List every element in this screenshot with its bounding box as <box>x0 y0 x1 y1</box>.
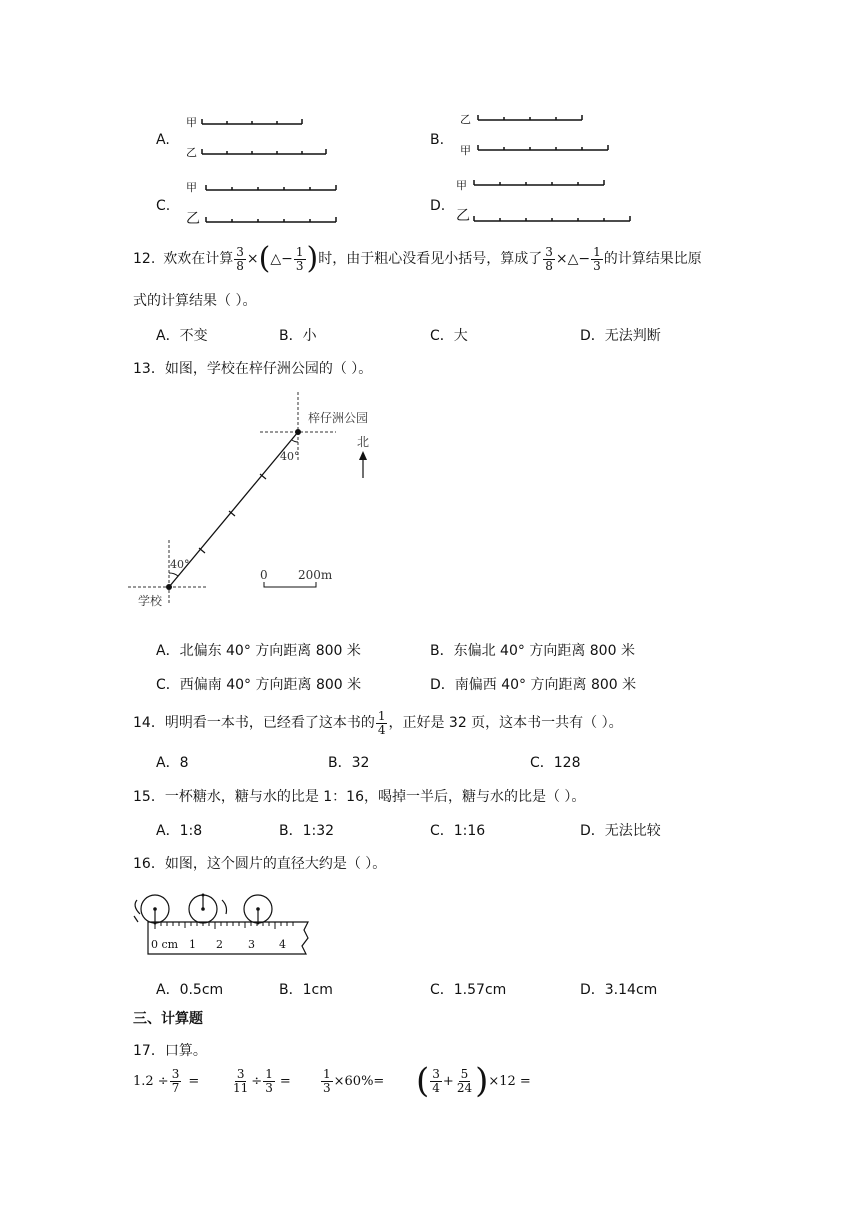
option[interactable]: D．南偏西 40° 方向距离 800 米 <box>430 677 637 693</box>
option[interactable]: C．128 <box>530 755 581 771</box>
ruler-label: 2 <box>216 938 223 951</box>
option[interactable]: A．不变 <box>156 328 208 344</box>
option[interactable]: A．1:8 <box>156 823 203 839</box>
option-letter: A. <box>156 132 170 148</box>
fraction: $\frac{3}{8}$ <box>236 244 244 273</box>
divide-sign: ÷ <box>251 1073 263 1089</box>
q12-stem-line1 <box>133 241 702 276</box>
option-letter: C. <box>156 198 171 214</box>
q14-text: ，正好是 32 页，这本书一共有（ ）。 <box>388 715 623 732</box>
option[interactable]: A．0.5cm <box>156 982 224 998</box>
fraction: $\frac{5}{24}$ <box>456 1066 473 1095</box>
ruler-label: 甲 <box>456 179 467 192</box>
q12-text: 的计算结果比原 <box>603 251 702 267</box>
calc-expression-4 <box>416 1061 531 1101</box>
option[interactable]: B．1cm <box>279 982 333 998</box>
q16-stem: 16．如图，这个圆片的直径大约是（ ）。 <box>133 856 387 872</box>
fraction: $\frac{1}{3}$ <box>265 1067 273 1095</box>
scale-bar <box>260 568 333 587</box>
option[interactable]: D．无法判断 <box>580 328 661 344</box>
left-paren: ( <box>258 241 271 276</box>
triangle-symbol: △ <box>567 251 579 267</box>
equals-sign: = <box>188 1073 200 1089</box>
angle-label: 40° <box>170 558 190 571</box>
fraction: $\frac{3}{8}$ <box>545 244 553 273</box>
circle-ruler-diagram <box>128 888 318 960</box>
segment-diagram-a <box>198 112 338 162</box>
ruler-label: 乙 <box>460 113 471 126</box>
ruler-label: 4 <box>279 938 286 951</box>
option[interactable]: C．大 <box>430 328 468 344</box>
minus-sign: − <box>578 251 591 267</box>
equals-sign: = <box>279 1073 291 1089</box>
option[interactable]: D．3.14cm <box>580 982 658 998</box>
north-arrow-icon <box>359 451 367 478</box>
right-paren: ) <box>306 241 319 276</box>
option[interactable]: B．1:32 <box>279 823 335 839</box>
option-letter: D. <box>430 198 446 214</box>
fraction: $\frac{1}{3}$ <box>593 244 601 273</box>
right-paren: ) <box>475 1061 489 1101</box>
times-sign: × <box>246 251 259 267</box>
option[interactable]: C．西偏南 40° 方向距离 800 米 <box>156 677 362 693</box>
ruler-label: 1 <box>189 938 196 951</box>
ruler-label: 甲 <box>460 144 471 157</box>
ruler-label: 乙 <box>456 208 470 224</box>
ruler-label: 0 cm <box>151 938 179 951</box>
option[interactable]: A．8 <box>156 755 189 771</box>
calc-expression-1 <box>133 1068 199 1094</box>
q12-text: 时，由于粗心没看见小括号，算成了 <box>318 251 543 267</box>
fraction: $\frac{3}{4}$ <box>432 1066 440 1095</box>
option[interactable]: B．32 <box>328 755 370 771</box>
fraction: $\frac{1}{4}$ <box>377 709 386 737</box>
park-label: 梓仔洲公园 <box>308 411 369 425</box>
direction-map <box>120 390 390 620</box>
calc-expression-3 <box>320 1068 384 1094</box>
north-label: 北 <box>357 435 370 449</box>
option[interactable]: B．东偏北 40° 方向距离 800 米 <box>430 643 635 659</box>
option[interactable]: C．1:16 <box>430 823 486 839</box>
ruler-label: 乙 <box>186 211 200 227</box>
fraction: $\frac{1}{3}$ <box>295 244 304 273</box>
scale-zero: 0 <box>260 568 268 582</box>
question-number: 12. <box>133 251 156 267</box>
fraction: $\frac{3}{11}$ <box>233 1067 249 1095</box>
option[interactable]: A．北偏东 40° 方向距离 800 米 <box>156 643 361 659</box>
q12-stem-line2: 式的计算结果（ ）。 <box>133 293 257 309</box>
calc-expression-2 <box>230 1068 291 1094</box>
option[interactable]: D．无法比较 <box>580 823 661 839</box>
option-letter: B. <box>430 132 445 148</box>
q13-stem: 13．如图，学校在梓仔洲公园的（ ）。 <box>133 361 373 377</box>
q14-text: 14．明明看一本书，已经看了这本书的 <box>133 715 375 732</box>
option[interactable]: B．小 <box>279 328 317 344</box>
q12-text: 欢欢在计算 <box>163 251 234 267</box>
expr-text: 1.2 ÷ <box>133 1073 169 1089</box>
ruler-label: 甲 <box>186 116 197 129</box>
plus-sign: + <box>442 1073 454 1089</box>
expr-text: ×12 = <box>488 1073 531 1089</box>
triangle-symbol: △ <box>270 251 282 267</box>
ruler-label: 甲 <box>186 181 197 194</box>
minus-sign: − <box>281 251 293 267</box>
option[interactable]: C．1.57cm <box>430 982 507 998</box>
left-paren: ( <box>416 1061 430 1101</box>
fraction: $\frac{1}{3}$ <box>323 1067 331 1095</box>
segment-diagram-b <box>474 108 614 158</box>
times-sign: × <box>555 251 568 267</box>
segment-diagram-d <box>470 175 640 227</box>
q15-stem: 15．一杯糖水，糖与水的比是 1：16，喝掉一半后，糖与水的比是（ ）。 <box>133 789 586 805</box>
angle-label: 40° <box>280 450 300 463</box>
scale-distance: 200m <box>298 568 333 582</box>
q17-stem: 17．口算。 <box>133 1043 207 1059</box>
q14-stem <box>133 710 623 736</box>
segment-diagram-c <box>202 178 347 228</box>
fraction: $\frac{3}{7}$ <box>171 1067 180 1095</box>
ruler-label: 乙 <box>186 146 197 159</box>
expr-text: ×60%= <box>333 1073 385 1089</box>
school-label: 学校 <box>138 594 163 608</box>
section-title: 三、计算题 <box>133 1011 203 1027</box>
ruler-label: 3 <box>248 938 255 951</box>
